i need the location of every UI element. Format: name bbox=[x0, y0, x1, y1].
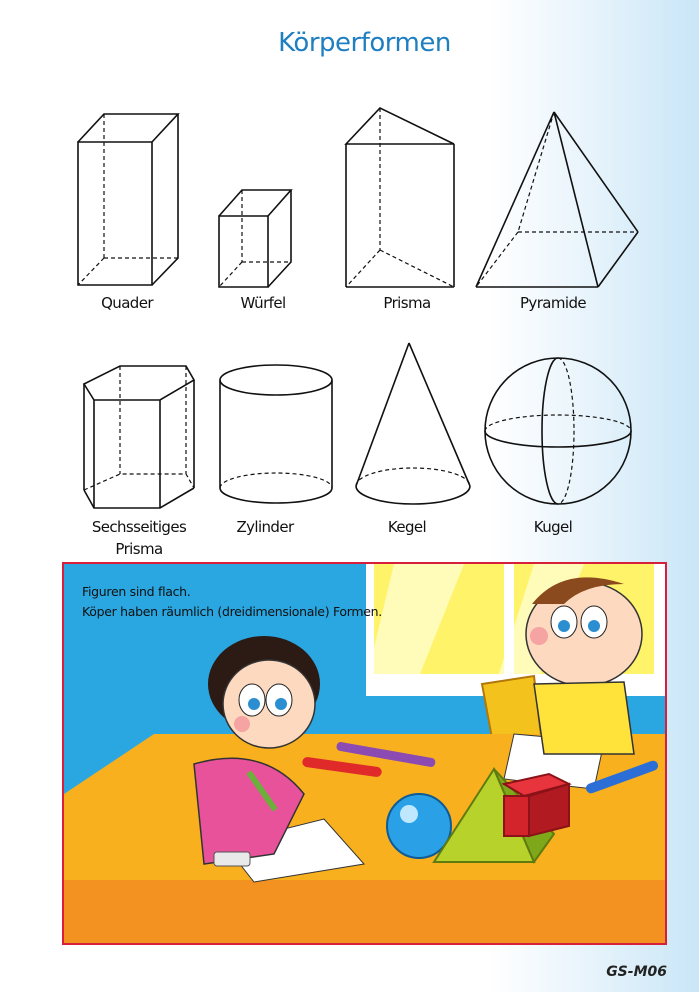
page-title: Körperformen bbox=[278, 28, 451, 58]
page-code: GS-M06 bbox=[606, 964, 667, 980]
triangular-prism-drawing bbox=[342, 104, 462, 290]
label-line-2: Prisma bbox=[115, 540, 163, 558]
label-zylinder: Zylinder bbox=[236, 518, 294, 536]
label-prisma: Prisma bbox=[383, 294, 431, 312]
label-wuerfel: Würfel bbox=[240, 294, 286, 312]
caption-line-2: Köper haben räumlich (dreidimensionale) Formen. bbox=[82, 604, 382, 619]
cylinder-drawing bbox=[216, 360, 336, 508]
classroom-illustration bbox=[62, 562, 667, 945]
caption-line-1: Figuren sind flach. bbox=[82, 584, 191, 599]
label-kegel: Kegel bbox=[387, 518, 427, 536]
boy-figure bbox=[526, 577, 642, 754]
sphere-drawing bbox=[482, 354, 634, 508]
label-sechsseitiges-prisma bbox=[84, 516, 194, 560]
label-pyramide: Pyramide bbox=[519, 294, 586, 312]
hexagonal-prism-drawing bbox=[80, 360, 198, 512]
label-quader: Quader bbox=[101, 294, 153, 312]
pyramid-drawing bbox=[472, 108, 642, 290]
illustration-caption bbox=[82, 582, 382, 622]
cube-drawing bbox=[216, 186, 296, 290]
label-line-1: Sechsseitiges bbox=[91, 518, 187, 536]
blue-sphere bbox=[387, 794, 451, 858]
cuboid-drawing bbox=[72, 108, 184, 288]
cone-drawing bbox=[352, 340, 474, 508]
label-kugel: Kugel bbox=[533, 518, 573, 536]
